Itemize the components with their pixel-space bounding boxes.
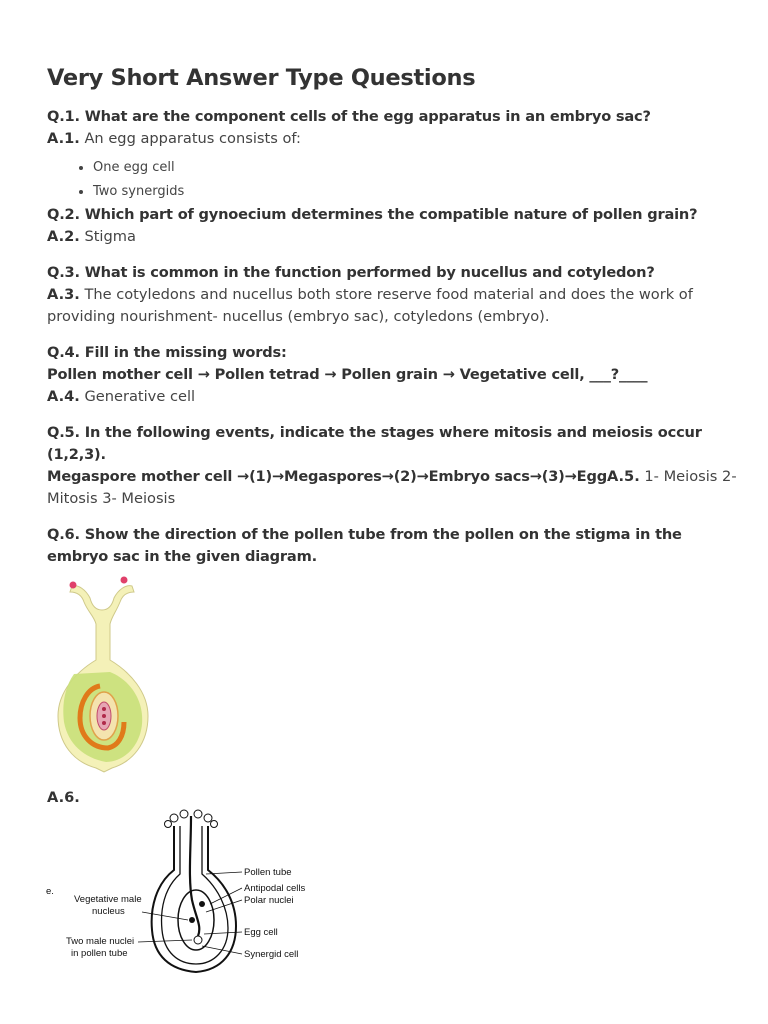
label-polar-nuclei: Polar nuclei	[244, 895, 294, 906]
question-6: Q.6. Show the direction of the pollen tube from the pollen on the stigma in the embryo sac in the given diagram.	[47, 526, 682, 565]
label-vegetative-line2: nucleus	[92, 906, 125, 917]
pollen-grain-icon	[121, 577, 128, 584]
answer-1-list	[47, 156, 737, 204]
answer-2-label: A.2.	[47, 228, 80, 245]
label-vegetative-line1: Vegetative male	[74, 894, 142, 905]
answer-3	[47, 284, 737, 328]
answer-5-text: 1- Meiosis 2- Mitosis 3- Meiosis	[47, 468, 737, 507]
answer-5	[47, 466, 737, 510]
document-body	[47, 62, 737, 568]
pollen-grain-icon	[70, 582, 77, 589]
question-2: Q.2. Which part of gynoecium determines the compatible nature of pollen grain?	[47, 206, 698, 223]
question-5-sequence: Megaspore mother cell →(1)→Megaspores→(2)→Embryo sacs→(3)→Egg	[47, 468, 607, 485]
answer-2-text: Stigma	[79, 228, 136, 245]
label-two-male-line1: Two male nuclei	[66, 936, 135, 947]
question-3: Q.3. What is common in the function performed by nucellus and cotyledon?	[47, 264, 655, 281]
question-5: Q.5. In the following events, indicate the stages where mitosis and meiosis occur (1,2,3).	[47, 424, 702, 463]
question-4: Q.4. Fill in the missing words:	[47, 344, 287, 361]
answer-1	[47, 128, 737, 150]
answer-1-text: An egg apparatus consists of:	[79, 130, 301, 147]
question-4-sequence: Pollen mother cell → Pollen tetrad → Pollen grain → Vegetative cell, ___?____	[47, 366, 648, 383]
answer-1-label: A.1.	[47, 130, 80, 147]
list-item: • One egg cell	[93, 156, 737, 180]
question-1: Q.1. What are the component cells of the egg apparatus in an embryo sac?	[47, 108, 651, 125]
label-synergid-cell: Synergid cell	[244, 949, 299, 960]
answer-6-label: A.6.	[47, 789, 80, 806]
label-egg-cell: Egg cell	[244, 927, 278, 938]
answer-4	[47, 386, 737, 408]
pistil-diagram	[52, 576, 156, 776]
answer-5-label: A.5.	[606, 468, 640, 485]
answer-3-label: A.3.	[47, 286, 80, 303]
label-pollen-tube: Pollen tube	[244, 867, 292, 878]
answer-2	[47, 226, 737, 248]
list-item: • Two synergids	[93, 180, 737, 204]
label-antipodal-cells: Antipodal cells	[244, 883, 306, 894]
answer-4-text: Generative cell	[79, 388, 196, 405]
answer-3-text: The cotyledons and nucellus both store reserve food material and does the work of providing nourishment- nucellus (embryo sac), cotyledons (embryo).	[47, 286, 693, 325]
page-title: Very Short Answer Type Questions	[47, 65, 476, 91]
stray-mark: e.	[46, 886, 54, 897]
label-two-male-line2: in pollen tube	[71, 948, 128, 959]
answer-4-label: A.4.	[47, 388, 80, 405]
pollen-tube-diagram	[46, 808, 316, 978]
